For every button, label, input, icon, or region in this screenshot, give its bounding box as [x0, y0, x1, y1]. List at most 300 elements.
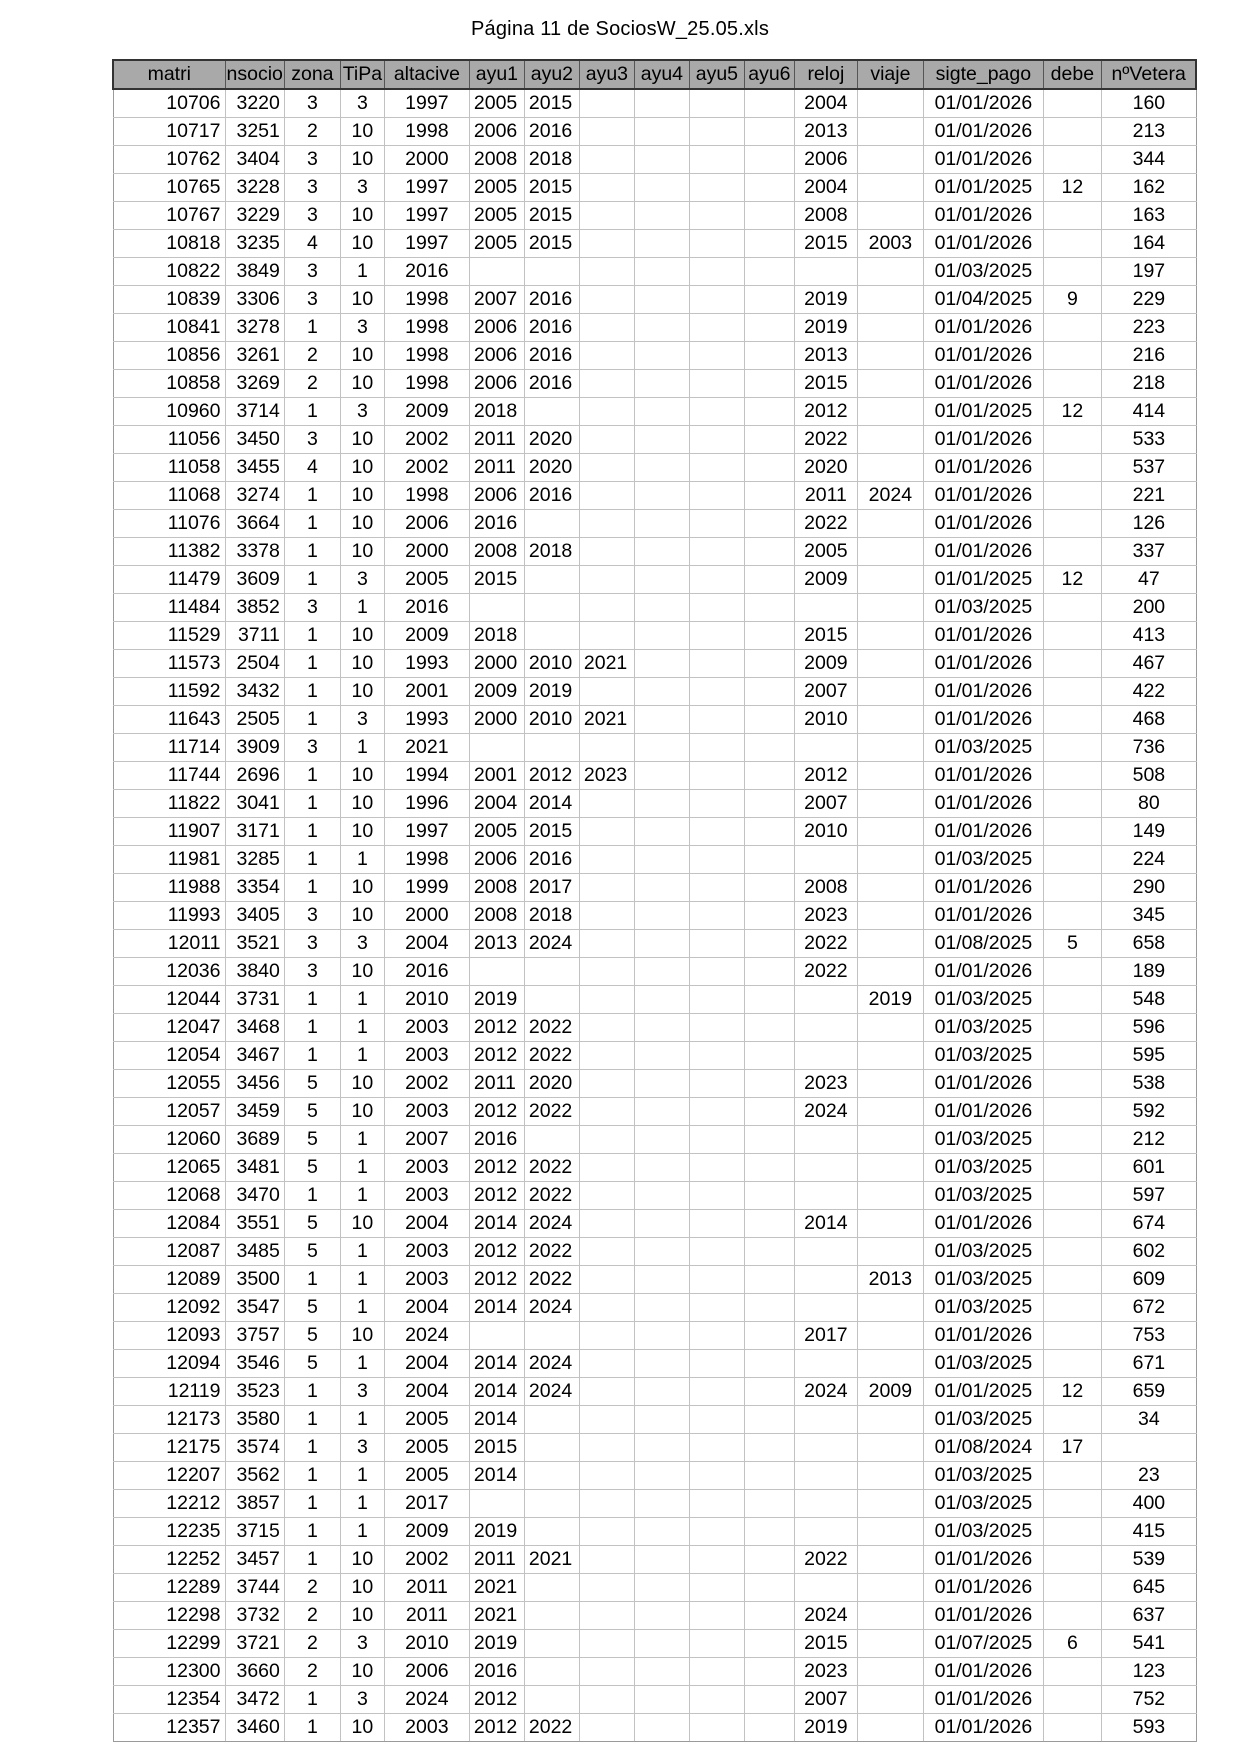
cell-ayu2: 2015 [524, 818, 579, 846]
cell-nvetera: 659 [1101, 1378, 1196, 1406]
cell-ayu3 [579, 89, 634, 118]
cell-ayu4 [634, 762, 689, 790]
cell-nsocio: 2505 [225, 706, 284, 734]
cell-zona: 3 [284, 202, 340, 230]
cell-ayu6 [744, 118, 794, 146]
cell-ayu3 [579, 1574, 634, 1602]
cell-matri: 11643 [113, 706, 225, 734]
table-row [113, 986, 1196, 1014]
cell-reloj: 2004 [794, 174, 857, 202]
cell-ayu3 [579, 1658, 634, 1686]
cell-nvetera: 422 [1101, 678, 1196, 706]
table-row [113, 1574, 1196, 1602]
cell-nsocio: 3228 [225, 174, 284, 202]
cell-ayu2: 2018 [524, 902, 579, 930]
cell-ayu1 [469, 594, 524, 622]
cell-debe [1043, 482, 1101, 510]
table-row [113, 1630, 1196, 1658]
cell-tipa: 10 [340, 650, 384, 678]
cell-ayu4 [634, 790, 689, 818]
cell-debe [1043, 426, 1101, 454]
cell-ayu6 [744, 1686, 794, 1714]
cell-debe [1043, 1490, 1101, 1518]
cell-sigte-pago: 01/01/2026 [923, 146, 1043, 174]
cell-ayu3 [579, 1406, 634, 1434]
cell-ayu1: 2014 [469, 1462, 524, 1490]
cell-nsocio: 3485 [225, 1238, 284, 1266]
cell-viaje [857, 1322, 923, 1350]
cell-ayu5 [689, 89, 744, 118]
column-header-ayu2: ayu2 [524, 60, 579, 89]
cell-sigte-pago: 01/08/2024 [923, 1434, 1043, 1462]
cell-matri: 12299 [113, 1630, 225, 1658]
cell-matri: 11988 [113, 874, 225, 902]
cell-ayu6 [744, 874, 794, 902]
cell-nvetera: 223 [1101, 314, 1196, 342]
cell-viaje [857, 622, 923, 650]
table-row [113, 1378, 1196, 1406]
cell-ayu2: 2024 [524, 1350, 579, 1378]
cell-zona: 5 [284, 1154, 340, 1182]
cell-ayu4 [634, 874, 689, 902]
cell-ayu6 [744, 286, 794, 314]
cell-reloj: 2015 [794, 370, 857, 398]
cell-ayu6 [744, 1014, 794, 1042]
cell-nvetera: 80 [1101, 790, 1196, 818]
cell-ayu2: 2016 [524, 342, 579, 370]
cell-ayu4 [634, 734, 689, 762]
cell-ayu3 [579, 258, 634, 286]
cell-altacive: 2021 [384, 734, 469, 762]
cell-nsocio: 3460 [225, 1714, 284, 1742]
cell-sigte-pago: 01/03/2025 [923, 258, 1043, 286]
cell-altacive: 1997 [384, 230, 469, 258]
cell-ayu3 [579, 370, 634, 398]
cell-zona: 1 [284, 1042, 340, 1070]
cell-debe [1043, 622, 1101, 650]
cell-matri: 11058 [113, 454, 225, 482]
cell-reloj: 2014 [794, 1210, 857, 1238]
cell-nsocio: 3580 [225, 1406, 284, 1434]
cell-sigte-pago: 01/03/2025 [923, 1294, 1043, 1322]
cell-ayu1: 2019 [469, 986, 524, 1014]
cell-nvetera: 609 [1101, 1266, 1196, 1294]
cell-ayu4 [634, 986, 689, 1014]
cell-sigte-pago: 01/03/2025 [923, 1462, 1043, 1490]
cell-nsocio: 3574 [225, 1434, 284, 1462]
cell-ayu4 [634, 118, 689, 146]
cell-ayu4 [634, 538, 689, 566]
cell-ayu2 [524, 594, 579, 622]
cell-nsocio: 3547 [225, 1294, 284, 1322]
cell-viaje [857, 314, 923, 342]
cell-zona: 1 [284, 790, 340, 818]
cell-matri: 10960 [113, 398, 225, 426]
cell-ayu4 [634, 1434, 689, 1462]
cell-ayu5 [689, 370, 744, 398]
table-body [113, 89, 1196, 1742]
cell-sigte-pago: 01/01/2026 [923, 874, 1043, 902]
cell-tipa: 10 [340, 1070, 384, 1098]
cell-ayu2: 2022 [524, 1098, 579, 1126]
cell-tipa: 10 [340, 1098, 384, 1126]
column-header-reloj: reloj [794, 60, 857, 89]
cell-sigte-pago: 01/03/2025 [923, 1406, 1043, 1434]
cell-viaje [857, 650, 923, 678]
cell-altacive: 2003 [384, 1014, 469, 1042]
cell-ayu2 [524, 1322, 579, 1350]
cell-debe [1043, 846, 1101, 874]
cell-matri: 11744 [113, 762, 225, 790]
cell-ayu2: 2010 [524, 706, 579, 734]
cell-zona: 1 [284, 1462, 340, 1490]
cell-ayu3 [579, 286, 634, 314]
cell-sigte-pago: 01/03/2025 [923, 734, 1043, 762]
cell-viaje [857, 1546, 923, 1574]
cell-tipa: 10 [340, 426, 384, 454]
cell-zona: 1 [284, 1434, 340, 1462]
cell-ayu3 [579, 874, 634, 902]
cell-tipa: 10 [340, 538, 384, 566]
cell-altacive: 1998 [384, 370, 469, 398]
cell-ayu1: 2008 [469, 538, 524, 566]
cell-reloj: 2017 [794, 1322, 857, 1350]
cell-ayu6 [744, 1658, 794, 1686]
cell-ayu6 [744, 706, 794, 734]
cell-ayu5 [689, 902, 744, 930]
cell-ayu1: 2011 [469, 454, 524, 482]
cell-tipa: 3 [340, 706, 384, 734]
cell-ayu4 [634, 1210, 689, 1238]
cell-viaje [857, 89, 923, 118]
cell-zona: 1 [284, 538, 340, 566]
cell-ayu6 [744, 510, 794, 538]
column-header-ayu4: ayu4 [634, 60, 689, 89]
cell-altacive: 2011 [384, 1574, 469, 1602]
cell-matri: 10767 [113, 202, 225, 230]
cell-matri: 12036 [113, 958, 225, 986]
cell-nvetera: 508 [1101, 762, 1196, 790]
cell-ayu6 [744, 1490, 794, 1518]
cell-nsocio: 3500 [225, 1266, 284, 1294]
cell-matri: 11479 [113, 566, 225, 594]
cell-debe [1043, 1154, 1101, 1182]
cell-ayu1: 2009 [469, 678, 524, 706]
cell-ayu2: 2016 [524, 482, 579, 510]
cell-matri: 12093 [113, 1322, 225, 1350]
cell-ayu3 [579, 1434, 634, 1462]
cell-viaje [857, 594, 923, 622]
cell-altacive: 2002 [384, 426, 469, 454]
cell-zona: 4 [284, 230, 340, 258]
cell-ayu5 [689, 566, 744, 594]
cell-zona: 5 [284, 1070, 340, 1098]
cell-reloj [794, 1434, 857, 1462]
cell-nvetera: 47 [1101, 566, 1196, 594]
cell-ayu1: 2012 [469, 1238, 524, 1266]
cell-matri: 10762 [113, 146, 225, 174]
cell-matri: 12011 [113, 930, 225, 958]
cell-viaje: 2019 [857, 986, 923, 1014]
cell-viaje [857, 426, 923, 454]
cell-reloj: 2012 [794, 398, 857, 426]
cell-sigte-pago: 01/01/2026 [923, 1322, 1043, 1350]
cell-tipa: 3 [340, 1686, 384, 1714]
cell-ayu5 [689, 342, 744, 370]
cell-tipa: 1 [340, 734, 384, 762]
cell-debe: 12 [1043, 398, 1101, 426]
cell-altacive: 2007 [384, 1126, 469, 1154]
cell-debe: 5 [1043, 930, 1101, 958]
cell-tipa: 10 [340, 482, 384, 510]
cell-ayu6 [744, 734, 794, 762]
cell-altacive: 2016 [384, 958, 469, 986]
cell-ayu1: 2008 [469, 146, 524, 174]
cell-nsocio: 3909 [225, 734, 284, 762]
cell-ayu3 [579, 398, 634, 426]
cell-reloj [794, 1518, 857, 1546]
cell-ayu3 [579, 566, 634, 594]
cell-ayu2: 2022 [524, 1714, 579, 1742]
cell-altacive: 1998 [384, 314, 469, 342]
cell-tipa: 3 [340, 314, 384, 342]
cell-reloj: 2015 [794, 230, 857, 258]
cell-ayu1: 2005 [469, 202, 524, 230]
cell-reloj [794, 1294, 857, 1322]
cell-ayu6 [744, 174, 794, 202]
cell-altacive: 1999 [384, 874, 469, 902]
cell-tipa: 10 [340, 1574, 384, 1602]
cell-nsocio: 3456 [225, 1070, 284, 1098]
cell-viaje [857, 1630, 923, 1658]
cell-debe [1043, 818, 1101, 846]
cell-nsocio: 3041 [225, 790, 284, 818]
cell-ayu6 [744, 986, 794, 1014]
cell-viaje [857, 174, 923, 202]
cell-ayu4 [634, 1714, 689, 1742]
cell-altacive: 2006 [384, 510, 469, 538]
cell-ayu3 [579, 818, 634, 846]
cell-ayu3 [579, 1322, 634, 1350]
cell-ayu4 [634, 1546, 689, 1574]
cell-sigte-pago: 01/01/2026 [923, 482, 1043, 510]
cell-ayu6 [744, 482, 794, 510]
cell-reloj [794, 846, 857, 874]
cell-nvetera: 674 [1101, 1210, 1196, 1238]
cell-tipa: 3 [340, 1378, 384, 1406]
cell-altacive: 2000 [384, 538, 469, 566]
cell-nvetera: 224 [1101, 846, 1196, 874]
cell-nvetera: 601 [1101, 1154, 1196, 1182]
cell-zona: 1 [284, 1182, 340, 1210]
cell-ayu1: 2006 [469, 370, 524, 398]
cell-ayu4 [634, 1070, 689, 1098]
cell-nvetera: 337 [1101, 538, 1196, 566]
table-row [113, 1406, 1196, 1434]
cell-ayu4 [634, 510, 689, 538]
cell-altacive: 1997 [384, 818, 469, 846]
cell-nvetera: 123 [1101, 1658, 1196, 1686]
column-header-ayu6: ayu6 [744, 60, 794, 89]
table-row [113, 1014, 1196, 1042]
table-row [113, 538, 1196, 566]
cell-ayu6 [744, 818, 794, 846]
cell-nsocio: 3405 [225, 902, 284, 930]
cell-tipa: 10 [340, 202, 384, 230]
cell-tipa: 10 [340, 678, 384, 706]
cell-ayu1: 2012 [469, 1182, 524, 1210]
cell-nsocio: 3521 [225, 930, 284, 958]
cell-ayu2: 2020 [524, 1070, 579, 1098]
cell-reloj: 2024 [794, 1098, 857, 1126]
cell-ayu3 [579, 174, 634, 202]
cell-sigte-pago: 01/08/2025 [923, 930, 1043, 958]
cell-nvetera: 23 [1101, 1462, 1196, 1490]
cell-ayu4 [634, 1658, 689, 1686]
cell-viaje [857, 1406, 923, 1434]
cell-nsocio: 3852 [225, 594, 284, 622]
cell-nvetera: 413 [1101, 622, 1196, 650]
cell-viaje [857, 1602, 923, 1630]
cell-ayu3 [579, 1714, 634, 1742]
column-header-tipa: TiPa [340, 60, 384, 89]
cell-zona: 1 [284, 1490, 340, 1518]
cell-sigte-pago: 01/01/2026 [923, 538, 1043, 566]
cell-ayu4 [634, 342, 689, 370]
cell-tipa: 3 [340, 566, 384, 594]
cell-altacive: 2003 [384, 1182, 469, 1210]
cell-tipa: 3 [340, 1630, 384, 1658]
table-row [113, 1434, 1196, 1462]
cell-sigte-pago: 01/01/2026 [923, 314, 1043, 342]
cell-ayu3 [579, 454, 634, 482]
cell-nvetera: 149 [1101, 818, 1196, 846]
cell-altacive: 2004 [384, 1294, 469, 1322]
cell-zona: 2 [284, 342, 340, 370]
cell-ayu6 [744, 258, 794, 286]
cell-viaje [857, 258, 923, 286]
table-row [113, 762, 1196, 790]
cell-ayu1: 2012 [469, 1042, 524, 1070]
cell-viaje: 2003 [857, 230, 923, 258]
cell-ayu4 [634, 1294, 689, 1322]
table-row [113, 930, 1196, 958]
cell-ayu4 [634, 1378, 689, 1406]
cell-viaje [857, 1126, 923, 1154]
cell-ayu3 [579, 1210, 634, 1238]
cell-ayu5 [689, 706, 744, 734]
cell-ayu5 [689, 1378, 744, 1406]
cell-ayu2 [524, 258, 579, 286]
cell-nsocio: 3609 [225, 566, 284, 594]
cell-ayu1: 2012 [469, 1714, 524, 1742]
cell-ayu5 [689, 1462, 744, 1490]
cell-sigte-pago: 01/01/2026 [923, 89, 1043, 118]
table-row [113, 1070, 1196, 1098]
cell-ayu2: 2022 [524, 1266, 579, 1294]
cell-tipa: 1 [340, 986, 384, 1014]
cell-nvetera: 189 [1101, 958, 1196, 986]
cell-altacive: 2005 [384, 1434, 469, 1462]
cell-ayu6 [744, 202, 794, 230]
cell-nsocio: 3472 [225, 1686, 284, 1714]
cell-altacive: 1997 [384, 202, 469, 230]
cell-altacive: 2010 [384, 1630, 469, 1658]
cell-nsocio: 3450 [225, 426, 284, 454]
cell-tipa: 10 [340, 510, 384, 538]
cell-ayu5 [689, 650, 744, 678]
table-row [113, 118, 1196, 146]
cell-nvetera: 200 [1101, 594, 1196, 622]
cell-altacive: 2009 [384, 622, 469, 650]
cell-tipa: 10 [340, 1714, 384, 1742]
cell-viaje [857, 118, 923, 146]
cell-debe [1043, 986, 1101, 1014]
cell-nvetera: 414 [1101, 398, 1196, 426]
cell-viaje [857, 1462, 923, 1490]
cell-ayu1: 2012 [469, 1098, 524, 1126]
cell-nsocio: 3251 [225, 118, 284, 146]
cell-ayu4 [634, 650, 689, 678]
cell-debe [1043, 1658, 1101, 1686]
cell-nvetera: 229 [1101, 286, 1196, 314]
cell-ayu2: 2022 [524, 1182, 579, 1210]
cell-ayu2: 2016 [524, 118, 579, 146]
cell-matri: 10839 [113, 286, 225, 314]
cell-ayu5 [689, 1070, 744, 1098]
cell-nvetera: 538 [1101, 1070, 1196, 1098]
cell-debe [1043, 202, 1101, 230]
cell-viaje [857, 1210, 923, 1238]
cell-nsocio: 3732 [225, 1602, 284, 1630]
cell-zona: 3 [284, 174, 340, 202]
cell-nsocio: 3278 [225, 314, 284, 342]
cell-ayu4 [634, 678, 689, 706]
cell-nsocio: 3840 [225, 958, 284, 986]
cell-zona: 1 [284, 398, 340, 426]
cell-sigte-pago: 01/03/2025 [923, 1238, 1043, 1266]
cell-altacive: 2005 [384, 566, 469, 594]
cell-sigte-pago: 01/03/2025 [923, 986, 1043, 1014]
cell-viaje [857, 958, 923, 986]
cell-ayu6 [744, 1406, 794, 1434]
table-row [113, 1238, 1196, 1266]
cell-ayu3 [579, 1602, 634, 1630]
cell-tipa: 10 [340, 118, 384, 146]
cell-tipa: 10 [340, 902, 384, 930]
cell-matri: 12044 [113, 986, 225, 1014]
cell-ayu2: 2015 [524, 174, 579, 202]
cell-ayu3 [579, 118, 634, 146]
cell-reloj [794, 986, 857, 1014]
cell-ayu1 [469, 958, 524, 986]
cell-ayu5 [689, 426, 744, 454]
cell-ayu4 [634, 1126, 689, 1154]
cell-altacive: 2004 [384, 1378, 469, 1406]
table-row [113, 1126, 1196, 1154]
cell-tipa: 1 [340, 846, 384, 874]
cell-sigte-pago: 01/01/2026 [923, 202, 1043, 230]
cell-nvetera: 415 [1101, 1518, 1196, 1546]
cell-reloj: 2023 [794, 902, 857, 930]
cell-ayu2: 2024 [524, 1210, 579, 1238]
cell-ayu3 [579, 1098, 634, 1126]
cell-ayu5 [689, 1266, 744, 1294]
cell-viaje [857, 902, 923, 930]
cell-matri: 12094 [113, 1350, 225, 1378]
cell-ayu1: 2012 [469, 1014, 524, 1042]
cell-reloj: 2019 [794, 286, 857, 314]
